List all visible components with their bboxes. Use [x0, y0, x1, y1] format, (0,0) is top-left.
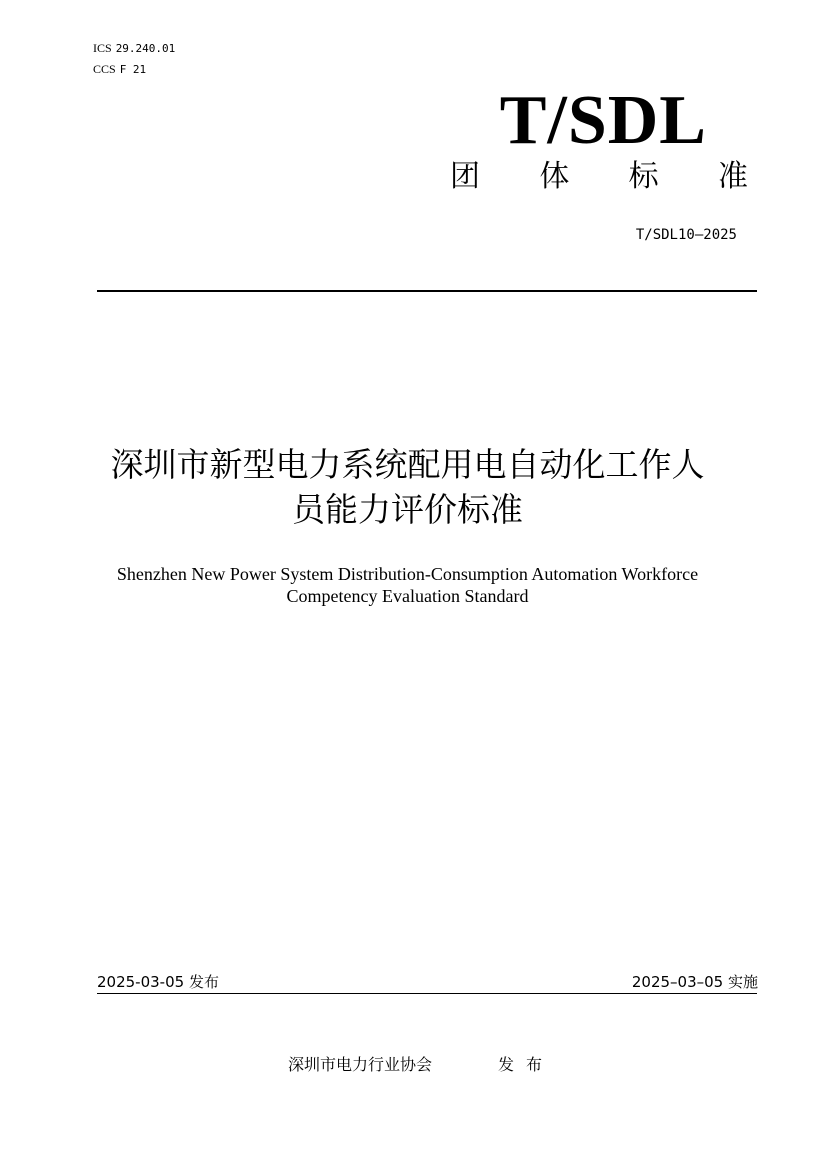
standard-type-char: 体 — [539, 159, 570, 194]
ics-value: 29.240.01 — [115, 42, 176, 55]
ics-label: ICS — [93, 41, 112, 55]
footer-divider — [97, 993, 757, 994]
document-title-zh — [80, 442, 735, 532]
implementation-date: 2025–03–05 实施 — [631, 973, 758, 991]
standard-number: T/SDL10—2025 — [635, 227, 737, 243]
ccs-label: CCS — [93, 62, 116, 76]
standard-type-char: 标 — [628, 159, 659, 194]
standard-type-char: 准 — [717, 159, 748, 194]
organization-code: T/SDL — [499, 82, 707, 159]
ccs-value: F 21 — [119, 63, 147, 76]
standard-type-char: 团 — [450, 159, 480, 194]
publish-label: 发布 — [498, 1055, 555, 1074]
issue-date: 2025-03-05 发布 — [97, 973, 219, 991]
title-zh-line-1: 深圳市新型电力系统配用电自动化工作人 — [110, 445, 705, 484]
ccs-code — [93, 62, 146, 77]
publisher-name: 深圳市电力行业协会 — [288, 1055, 433, 1074]
document-title-en — [60, 563, 755, 607]
title-en-line-2: Competency Evaluation Standard — [286, 586, 529, 606]
standard-type — [450, 159, 748, 195]
title-zh-line-2: 员能力评价标准 — [292, 490, 523, 529]
header-divider — [97, 290, 757, 292]
title-en-line-1: Shenzhen New Power System Distribution-Consumption Automation Workforce — [116, 564, 699, 584]
ics-code — [93, 41, 175, 56]
